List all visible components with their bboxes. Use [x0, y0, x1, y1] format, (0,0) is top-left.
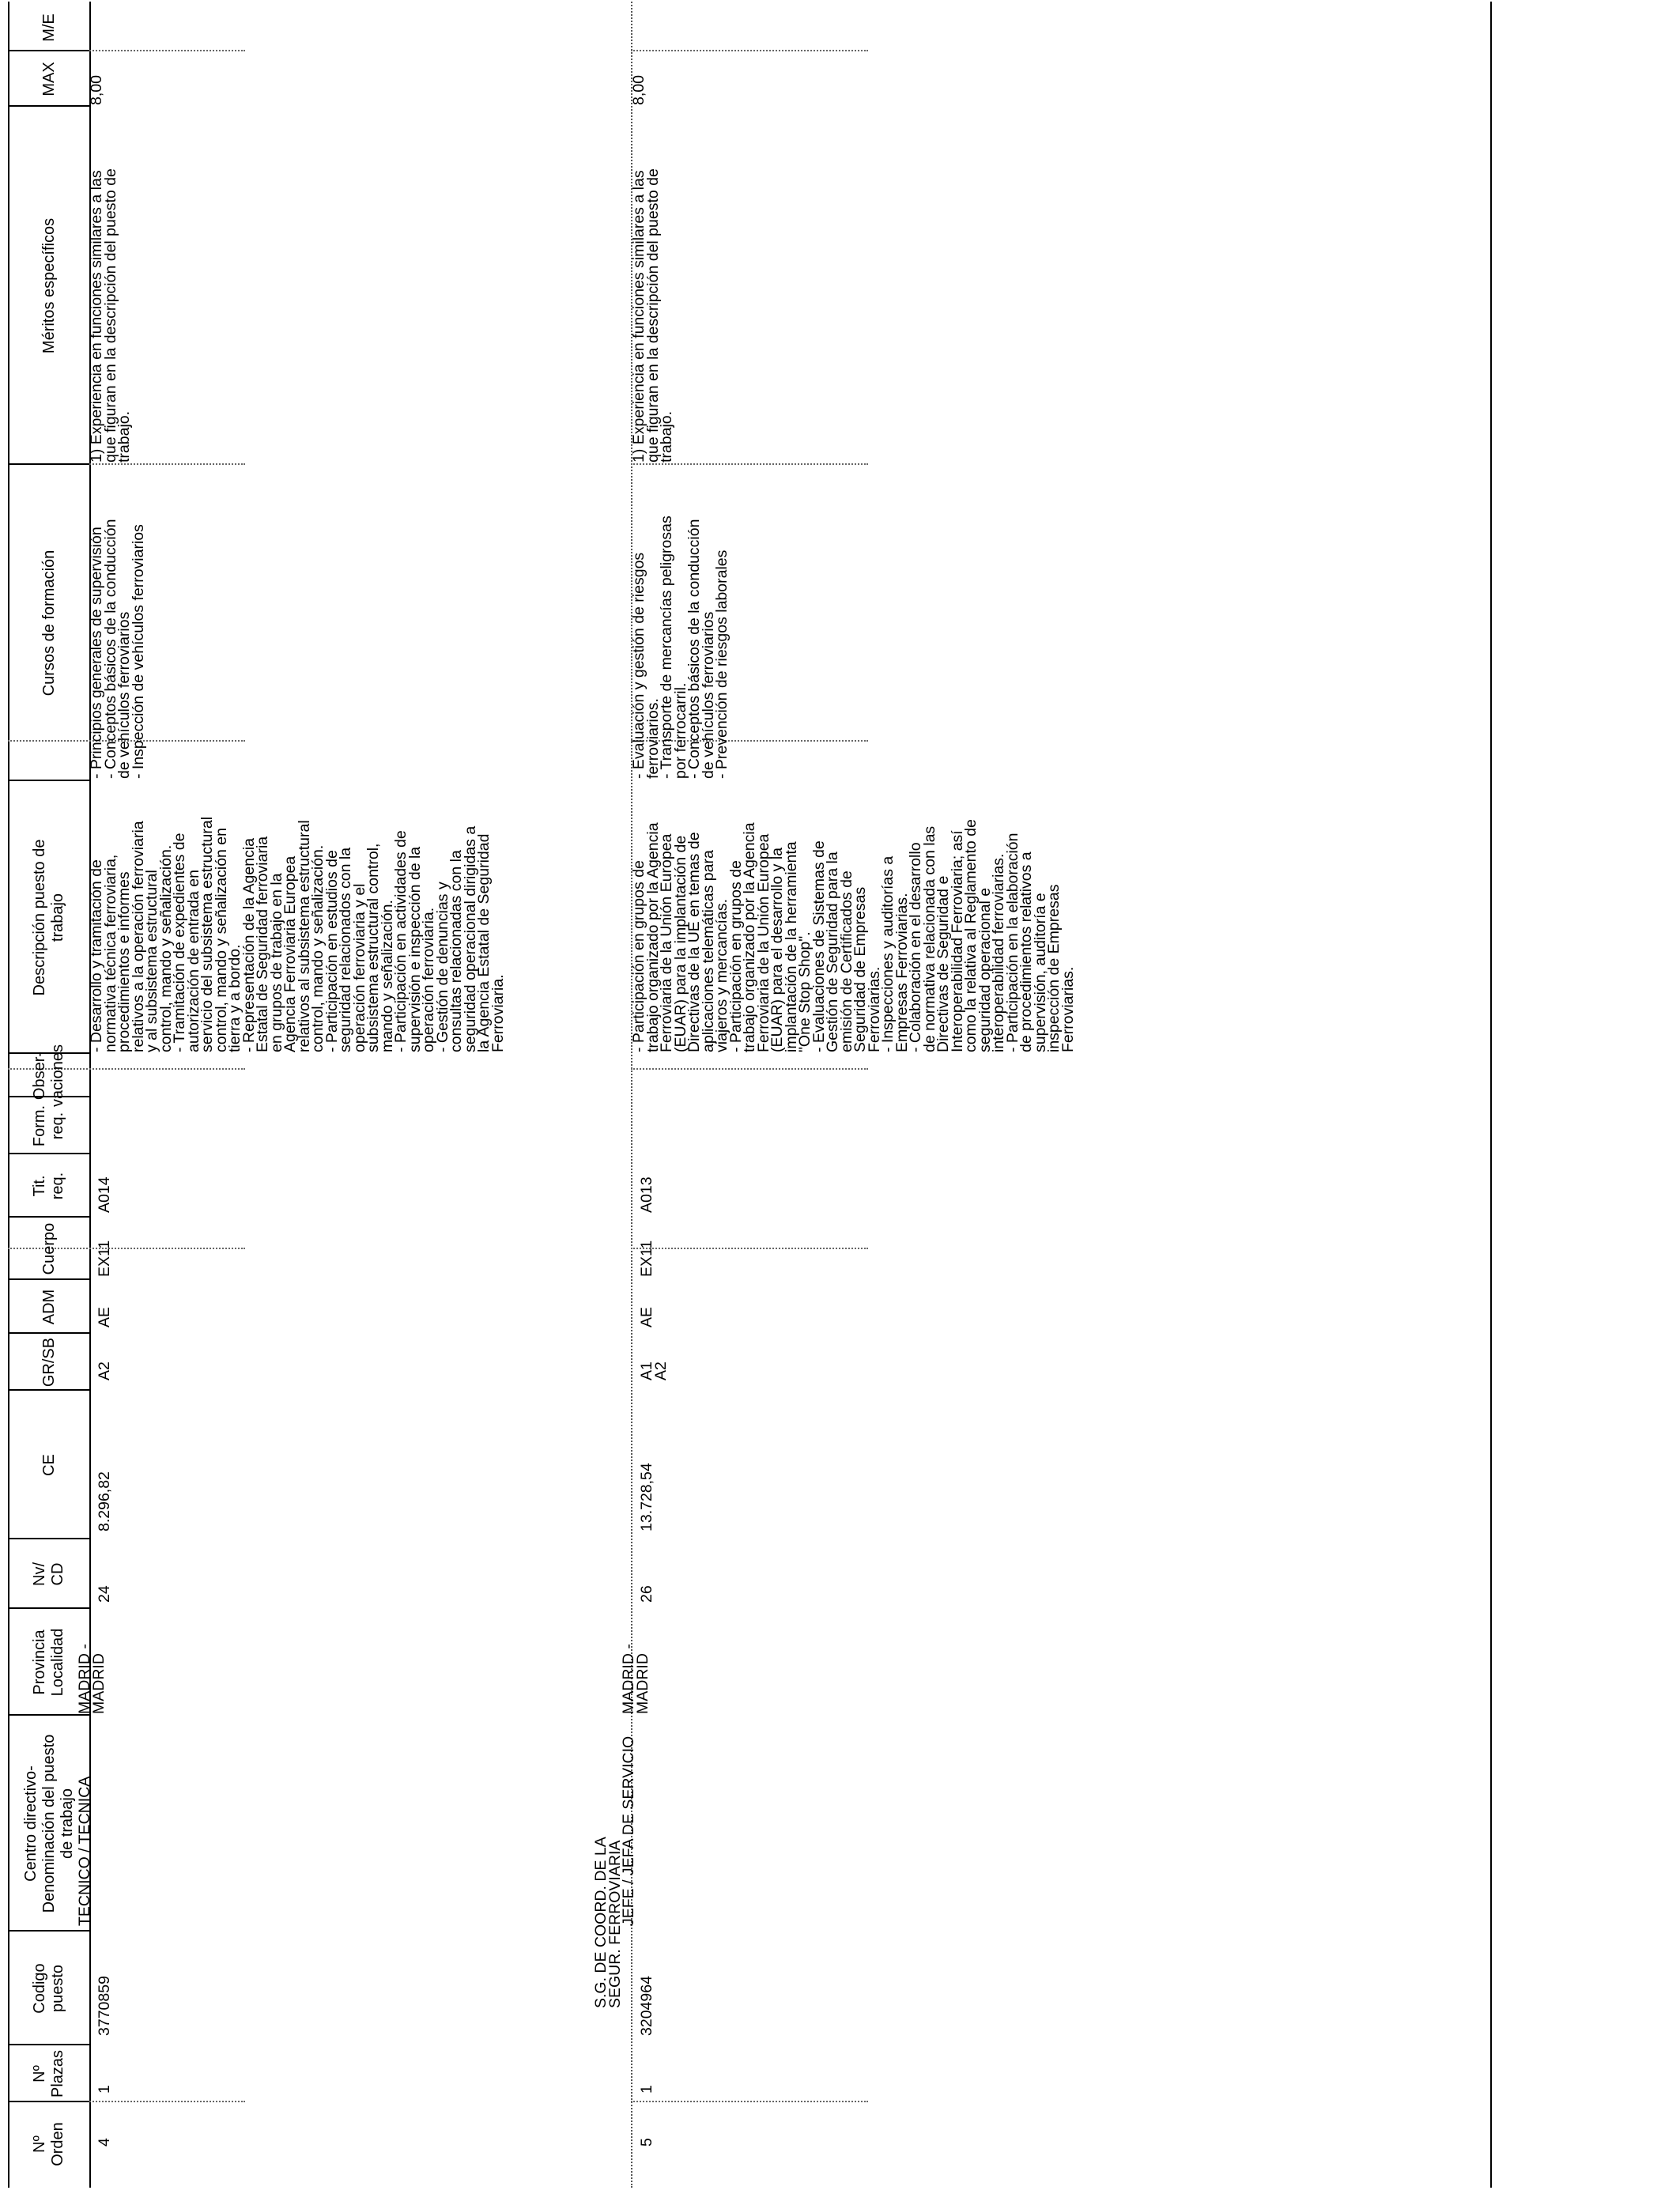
- row5-grupo: A1 A2: [638, 1361, 670, 1380]
- table-bottom-border: [1490, 2, 1492, 2188]
- row5-cursos: - Evaluación y gestión de riesgos ferroviarios. - Transporte de mercancías peligrosas por ferrocarril. - Conceptos básicos de la conducción de vehículos ferroviarios - Prevención de riesgos laborales: [630, 515, 731, 779]
- row5-cuerpo: EX11: [638, 1240, 655, 1277]
- header-cursos: Cursos de formación: [40, 549, 58, 697]
- row5-meritos: 1) Experiencia en funciones similares a las que figuran en la descripción del puesto de trabajo.: [630, 168, 675, 463]
- header-meritos: Méritos específicos: [40, 217, 58, 354]
- row5-column-tick: [631, 463, 868, 465]
- row5-denominacion: JEFE / JEFA DE SERVICIO: [620, 1735, 637, 1926]
- header-observaciones: Obser- vaciones: [31, 1044, 66, 1107]
- row4-descripcion: - Desarrollo y tramitación de normativa técnica ferroviaria, procedimientos e informes relativos a la operación ferroviaria y al subsistema estructural control, mando y señalización. - Tramitación de expedientes de autorización de entrada en servicio del subsistema estructural control, mando y señalización en tierra y a bordo. - Representación de la Agencia Estatal de Seguridad ferroviaria en grupos de trabajo en la Agencia Ferroviaria Europea relativos al subsistema estructural control, mando y señalización. - Participación en estudios de seguridad relacionados con la operación ferroviaria y el subsistema estructural control, mando y señalización. - Participación en actividades de supervisión e inspección de la operación ferroviaria. - Gestión de denuncias y consultas relacionadas con la seguridad operacional dirigidas a la Agencia Estatal de Seguridad Ferroviaria.: [88, 816, 507, 1052]
- row5-codigo: 3204964: [638, 1976, 655, 2036]
- row5-descripcion: - Participación en grupos de trabajo organizado por la Agencia Ferroviaria de la Unión Europea (EUAR) para la implantación de Directivas de la UE en temas de aplicaciones telemáticas para viajeros y mercancías. - Participación en grupos de trabajo organizado por la Agencia Ferroviaria de la Unión Europea (EUAR) para el desarrollo y la implantación de la herramienta "One Stop Shop". - Evaluaciones de Sistemas de Gestión de Seguridad para la emisión de Certificados de Seguridad de Empresas Ferroviarias. - Inspecciones y auditorías a Empresas Ferroviarias. - Colaboración en el desarrollo de normativa relacionada con las Directivas de Seguridad e Interoperabilidad Ferroviaria; así como la relativa al Reglamento de seguridad operacional e interoperabilidad ferroviarias. - Participación en la elaboración de procedimientos relativos a supervisión, auditoría e inspección de Empresas Ferroviarias.: [630, 819, 1077, 1052]
- row5-column-tick: [631, 1068, 868, 1070]
- header-titulacion: Tit. req.: [31, 1172, 66, 1200]
- header-centro: Centro directivo- Denominación del puesto de trabajo: [21, 1734, 76, 1913]
- row4-nivel: 24: [96, 1585, 113, 1603]
- header-descripcion: Descripción puesto de trabajo: [31, 839, 66, 996]
- row4-max: 8,00: [88, 75, 105, 105]
- header-grupo: GR/SB: [40, 1337, 58, 1388]
- header-formacion: Form. req.: [31, 1105, 66, 1147]
- header-orden: Nº Orden: [31, 2122, 66, 2166]
- row4-grupo: A2: [96, 1361, 113, 1380]
- header-provincia: Provincia Localidad: [31, 1628, 66, 1697]
- header-max: MAX: [40, 62, 58, 96]
- row5-plazas: 1: [638, 2085, 655, 2094]
- row5-centro-superior: S.G. DE COORD. DE LA SEGUR. FERROVIARIA: [592, 1837, 624, 2008]
- row5-nivel: 26: [638, 1585, 655, 1603]
- row5-provincia: MADRID - MADRID: [620, 1644, 651, 1714]
- header-ce: CE: [40, 1454, 58, 1476]
- row5-max: 8,00: [630, 75, 647, 105]
- row5-column-tick: [631, 50, 868, 51]
- row4-denominacion: TECNICO / TECNICA: [76, 1776, 93, 1926]
- row5-adm: AE: [638, 1306, 655, 1327]
- row4-meritos: 1) Experiencia en funciones similares a las que figuran en la descripción del puesto de trabajo.: [88, 168, 133, 463]
- row4-cuerpo: EX11: [96, 1240, 113, 1277]
- row5-titulacion: A013: [638, 1176, 655, 1213]
- row4-orden: 4: [96, 2138, 113, 2147]
- row4-adm: AE: [96, 1306, 113, 1327]
- row4-provincia: MADRID - MADRID: [76, 1644, 108, 1714]
- row4-titulacion: A014: [96, 1176, 113, 1213]
- header-nivel: Nv/ CD: [31, 1562, 66, 1586]
- row4-ce: 8.296,82: [96, 1471, 113, 1531]
- row4-cursos: - Principios generales de supervisión - Conceptos básicos de la conducción de vehículos ferroviarios - Inspección de vehículos ferroviarios: [88, 519, 147, 779]
- row5-column-tick: [631, 2101, 868, 2102]
- row4-plazas: 1: [96, 2085, 113, 2094]
- header-codigo: Codigo puesto: [31, 1963, 66, 2014]
- header-plazas: Nº Plazas: [31, 2049, 66, 2098]
- row5-ce: 13.728,54: [638, 1463, 655, 1531]
- row5-orden: 5: [638, 2138, 655, 2147]
- row4-codigo: 3770859: [96, 1976, 113, 2036]
- header-adm: ADM: [40, 1289, 58, 1325]
- header-me: M/E: [40, 13, 58, 42]
- row5-column-tick: [631, 1248, 868, 1249]
- header-cuerpo: Cuerpo: [40, 1222, 58, 1275]
